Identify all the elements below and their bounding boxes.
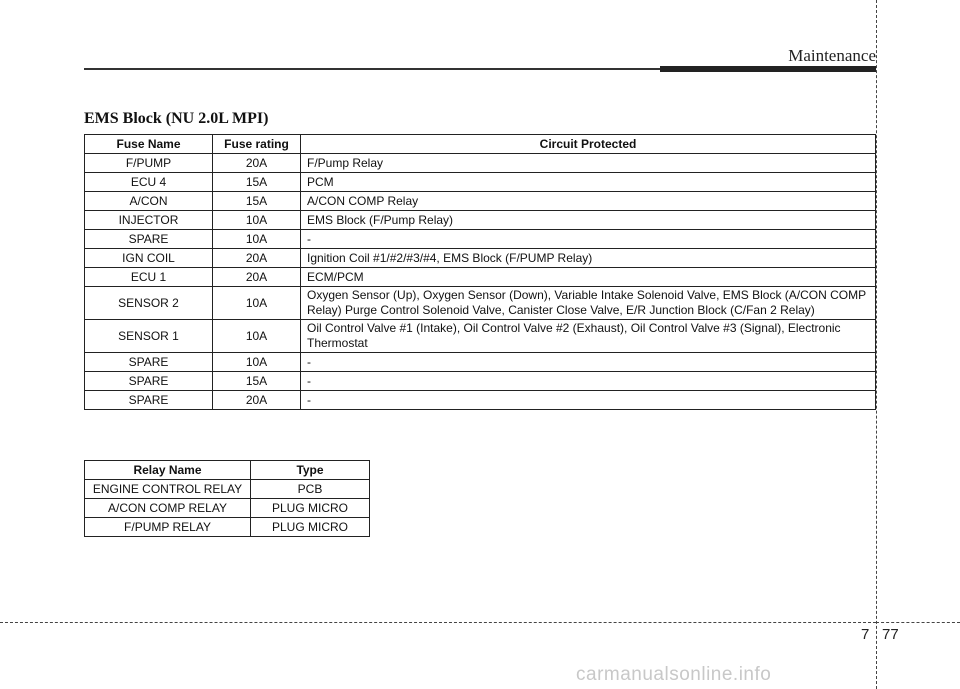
relay-table [84, 460, 370, 537]
table-row [85, 154, 876, 173]
table-row [85, 372, 876, 391]
fuse-name: IGN COIL [85, 249, 213, 268]
fuse-name: ECU 4 [85, 173, 213, 192]
fuse-table [84, 134, 876, 410]
circuit-protected: - [301, 391, 876, 410]
table-row [85, 353, 876, 372]
table-row [85, 518, 370, 537]
table-row [85, 192, 876, 211]
table-row [85, 230, 876, 249]
relay-type: PLUG MICRO [251, 518, 370, 537]
circuit-protected: F/Pump Relay [301, 154, 876, 173]
table-row [85, 173, 876, 192]
header-fuse-rating: Fuse rating [213, 135, 301, 154]
circuit-protected: PCM [301, 173, 876, 192]
circuit-protected: - [301, 230, 876, 249]
fuse-rating: 15A [213, 192, 301, 211]
table-row [85, 320, 876, 353]
fuse-rating: 15A [213, 372, 301, 391]
table-row [85, 480, 370, 499]
table-row [85, 249, 876, 268]
fuse-rating: 20A [213, 154, 301, 173]
fuse-name: A/CON [85, 192, 213, 211]
fuse-name: SPARE [85, 230, 213, 249]
header-rule [84, 68, 660, 70]
header-relay-name: Relay Name [85, 461, 251, 480]
fuse-rating: 15A [213, 173, 301, 192]
circuit-protected: - [301, 353, 876, 372]
relay-type: PLUG MICRO [251, 499, 370, 518]
table-row [85, 268, 876, 287]
relay-type: PCB [251, 480, 370, 499]
fuse-rating: 20A [213, 391, 301, 410]
table-row [85, 287, 876, 320]
fuse-name: SENSOR 2 [85, 287, 213, 320]
relay-name: ENGINE CONTROL RELAY [85, 480, 251, 499]
circuit-protected: Oil Control Valve #1 (Intake), Oil Control Valve #2 (Exhaust), Oil Control Valve #3 (Signal), Electronic Thermostat [301, 320, 876, 353]
table-row [85, 391, 876, 410]
header-circuit-protected: Circuit Protected [301, 135, 876, 154]
page-number: 77 [882, 626, 899, 643]
fuse-rating: 10A [213, 353, 301, 372]
fuse-rating: 10A [213, 230, 301, 249]
fuse-rating: 10A [213, 320, 301, 353]
circuit-protected: Ignition Coil #1/#2/#3/#4, EMS Block (F/PUMP Relay) [301, 249, 876, 268]
fuse-name: SPARE [85, 372, 213, 391]
fuse-name: SPARE [85, 353, 213, 372]
chapter-number: 7 [861, 626, 870, 643]
fuse-rating: 20A [213, 268, 301, 287]
fuse-name: INJECTOR [85, 211, 213, 230]
header-title: Maintenance [788, 46, 876, 65]
fuse-name: SPARE [85, 391, 213, 410]
fuse-table-header-row [85, 135, 876, 154]
section-title: EMS Block (NU 2.0L MPI) [84, 110, 269, 127]
table-row [85, 211, 876, 230]
circuit-protected: - [301, 372, 876, 391]
table-row [85, 499, 370, 518]
circuit-protected: Oxygen Sensor (Up), Oxygen Sensor (Down), Variable Intake Solenoid Valve, EMS Block (A/CON COMP Relay) Purge Control Solenoid Valve, Canister Close Valve, E/R Junction Block (C/Fan 2 Relay) [301, 287, 876, 320]
circuit-protected: EMS Block (F/Pump Relay) [301, 211, 876, 230]
circuit-protected: A/CON COMP Relay [301, 192, 876, 211]
circuit-protected: ECM/PCM [301, 268, 876, 287]
fuse-rating: 10A [213, 287, 301, 320]
fuse-name: ECU 1 [85, 268, 213, 287]
relay-name: F/PUMP RELAY [85, 518, 251, 537]
fuse-name: SENSOR 1 [85, 320, 213, 353]
fuse-rating: 10A [213, 211, 301, 230]
header-relay-type: Type [251, 461, 370, 480]
page-crop-mark [876, 0, 877, 689]
fuse-name: F/PUMP [85, 154, 213, 173]
footer-dashed-rule-right [876, 622, 960, 623]
footer-dashed-rule [0, 622, 876, 623]
relay-name: A/CON COMP RELAY [85, 499, 251, 518]
relay-table-header-row [85, 461, 370, 480]
header-fuse-name: Fuse Name [85, 135, 213, 154]
watermark: carmanualsonline.info [576, 664, 772, 685]
fuse-rating: 20A [213, 249, 301, 268]
header-rule-accent [660, 66, 876, 72]
